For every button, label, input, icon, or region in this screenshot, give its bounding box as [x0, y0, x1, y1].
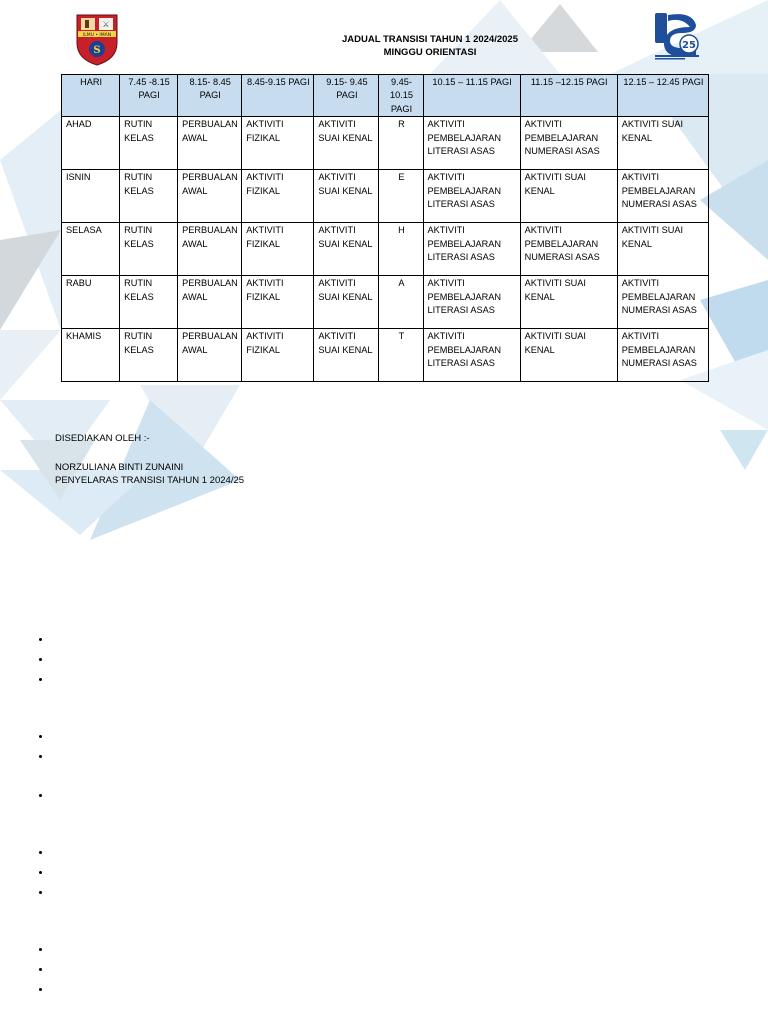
- break-letter-cell: H: [379, 223, 423, 276]
- table-cell: AKTIVITI PEMBELAJARAN NUMERASI ASAS: [617, 276, 708, 329]
- header-cell-slot-3: 8.45-9.15 PAGI: [242, 75, 314, 117]
- svg-text:⚔: ⚔: [102, 20, 110, 29]
- table-row: [62, 223, 709, 276]
- cell-day: AHAD: [62, 117, 120, 170]
- header-cell-slot-8: 12.15 – 12.45 PAGI: [617, 75, 708, 117]
- table-cell: AKTIVITI SUAI KENAL: [314, 117, 379, 170]
- header-cell-day: HARI: [62, 75, 120, 117]
- bullet-list: [40, 786, 52, 806]
- logo-number-text: 25: [682, 40, 696, 51]
- prepared-by-label: DISEDIAKAN OLEH :-: [55, 433, 150, 444]
- table-cell: PERBUALAN AWAL: [178, 170, 242, 223]
- break-letter-cell: T: [379, 329, 423, 382]
- bg-triangle: [720, 430, 768, 470]
- table-cell: AKTIVITI SUAI KENAL: [314, 223, 379, 276]
- table-cell: AKTIVITI SUAI KENAL: [520, 170, 617, 223]
- table-cell: AKTIVITI PEMBELAJARAN NUMERASI ASAS: [617, 170, 708, 223]
- preparer-name: NORZULIANA BINTI ZUNAINI: [55, 462, 184, 473]
- table-row: [62, 329, 709, 382]
- table-cell: AKTIVITI SUAI KENAL: [314, 329, 379, 382]
- bg-triangle: [0, 330, 61, 400]
- cell-day: SELASA: [62, 223, 120, 276]
- cell-day: KHAMIS: [62, 329, 120, 382]
- table-cell: AKTIVITI PEMBELAJARAN LITERASI ASAS: [423, 117, 520, 170]
- bullet-list: [40, 727, 52, 767]
- bullet-list: [40, 630, 52, 690]
- table-cell: RUTIN KELAS: [120, 223, 178, 276]
- crest-banner-text: ILMU • IMAN: [82, 33, 112, 38]
- table-cell: PERBUALAN AWAL: [178, 117, 242, 170]
- header-cell-slot-4: 9.15- 9.45 PAGI: [314, 75, 379, 117]
- schedule-table: [61, 74, 709, 382]
- table-cell: PERBUALAN AWAL: [178, 329, 242, 382]
- table-cell: AKTIVITI SUAI KENAL: [520, 276, 617, 329]
- table-cell: AKTIVITI FIZIKAL: [242, 329, 314, 382]
- cell-day: ISNIN: [62, 170, 120, 223]
- bullet-list: [40, 940, 52, 1000]
- break-letter-cell: R: [379, 117, 423, 170]
- table-cell: PERBUALAN AWAL: [178, 223, 242, 276]
- table-cell: AKTIVITI PEMBELAJARAN LITERASI ASAS: [423, 223, 520, 276]
- table-cell: AKTIVITI SUAI KENAL: [617, 117, 708, 170]
- title-line-2: MINGGU ORIENTASI: [383, 47, 477, 58]
- table-cell: AKTIVITI PEMBELAJARAN LITERASI ASAS: [423, 170, 520, 223]
- table-cell: RUTIN KELAS: [120, 117, 178, 170]
- ministry-logo: [652, 11, 702, 61]
- table-cell: AKTIVITI FIZIKAL: [242, 276, 314, 329]
- table-cell: AKTIVITI SUAI KENAL: [520, 329, 617, 382]
- table-row: [62, 276, 709, 329]
- header-cell-slot-7: 11.15 –12.15 PAGI: [520, 75, 617, 117]
- table-cell: AKTIVITI PEMBELAJARAN NUMERASI ASAS: [520, 223, 617, 276]
- header-cell-slot-6: 10.15 – 11.15 PAGI: [423, 75, 520, 117]
- table-cell: AKTIVITI PEMBELAJARAN NUMERASI ASAS: [617, 329, 708, 382]
- bullet-list: [40, 843, 52, 903]
- table-row: [62, 117, 709, 170]
- prepared-by-block: [55, 432, 244, 487]
- table-cell: AKTIVITI SUAI KENAL: [617, 223, 708, 276]
- school-crest-logo: [75, 13, 119, 67]
- preparer-role: PENYELARAS TRANSISI TAHUN 1 2024/25: [55, 475, 245, 486]
- table-cell: AKTIVITI SUAI KENAL: [314, 276, 379, 329]
- table-cell: AKTIVITI PEMBELAJARAN LITERASI ASAS: [423, 276, 520, 329]
- table-cell: AKTIVITI FIZIKAL: [242, 117, 314, 170]
- break-letter-cell: E: [379, 170, 423, 223]
- document-title: [300, 33, 560, 59]
- table-cell: AKTIVITI PEMBELAJARAN NUMERASI ASAS: [520, 117, 617, 170]
- title-line-1: JADUAL TRANSISI TAHUN 1 2024/2025: [342, 34, 518, 45]
- break-letter-cell: A: [379, 276, 423, 329]
- table-cell: RUTIN KELAS: [120, 276, 178, 329]
- header-cell-slot-5: 9.45- 10.15 PAGI: [379, 75, 423, 117]
- header-cell-slot-1: 7.45 -8.15 PAGI: [120, 75, 178, 117]
- table-cell: AKTIVITI FIZIKAL: [242, 223, 314, 276]
- table-cell: RUTIN KELAS: [120, 170, 178, 223]
- table-cell: RUTIN KELAS: [120, 329, 178, 382]
- table-header-row: [62, 75, 709, 117]
- table-cell: AKTIVITI FIZIKAL: [242, 170, 314, 223]
- table-cell: AKTIVITI PEMBELAJARAN LITERASI ASAS: [423, 329, 520, 382]
- table-row: [62, 170, 709, 223]
- svg-text:S: S: [93, 45, 101, 56]
- table-cell: AKTIVITI SUAI KENAL: [314, 170, 379, 223]
- header-cell-slot-2: 8.15- 8.45 PAGI: [178, 75, 242, 117]
- cell-day: RABU: [62, 276, 120, 329]
- table-cell: PERBUALAN AWAL: [178, 276, 242, 329]
